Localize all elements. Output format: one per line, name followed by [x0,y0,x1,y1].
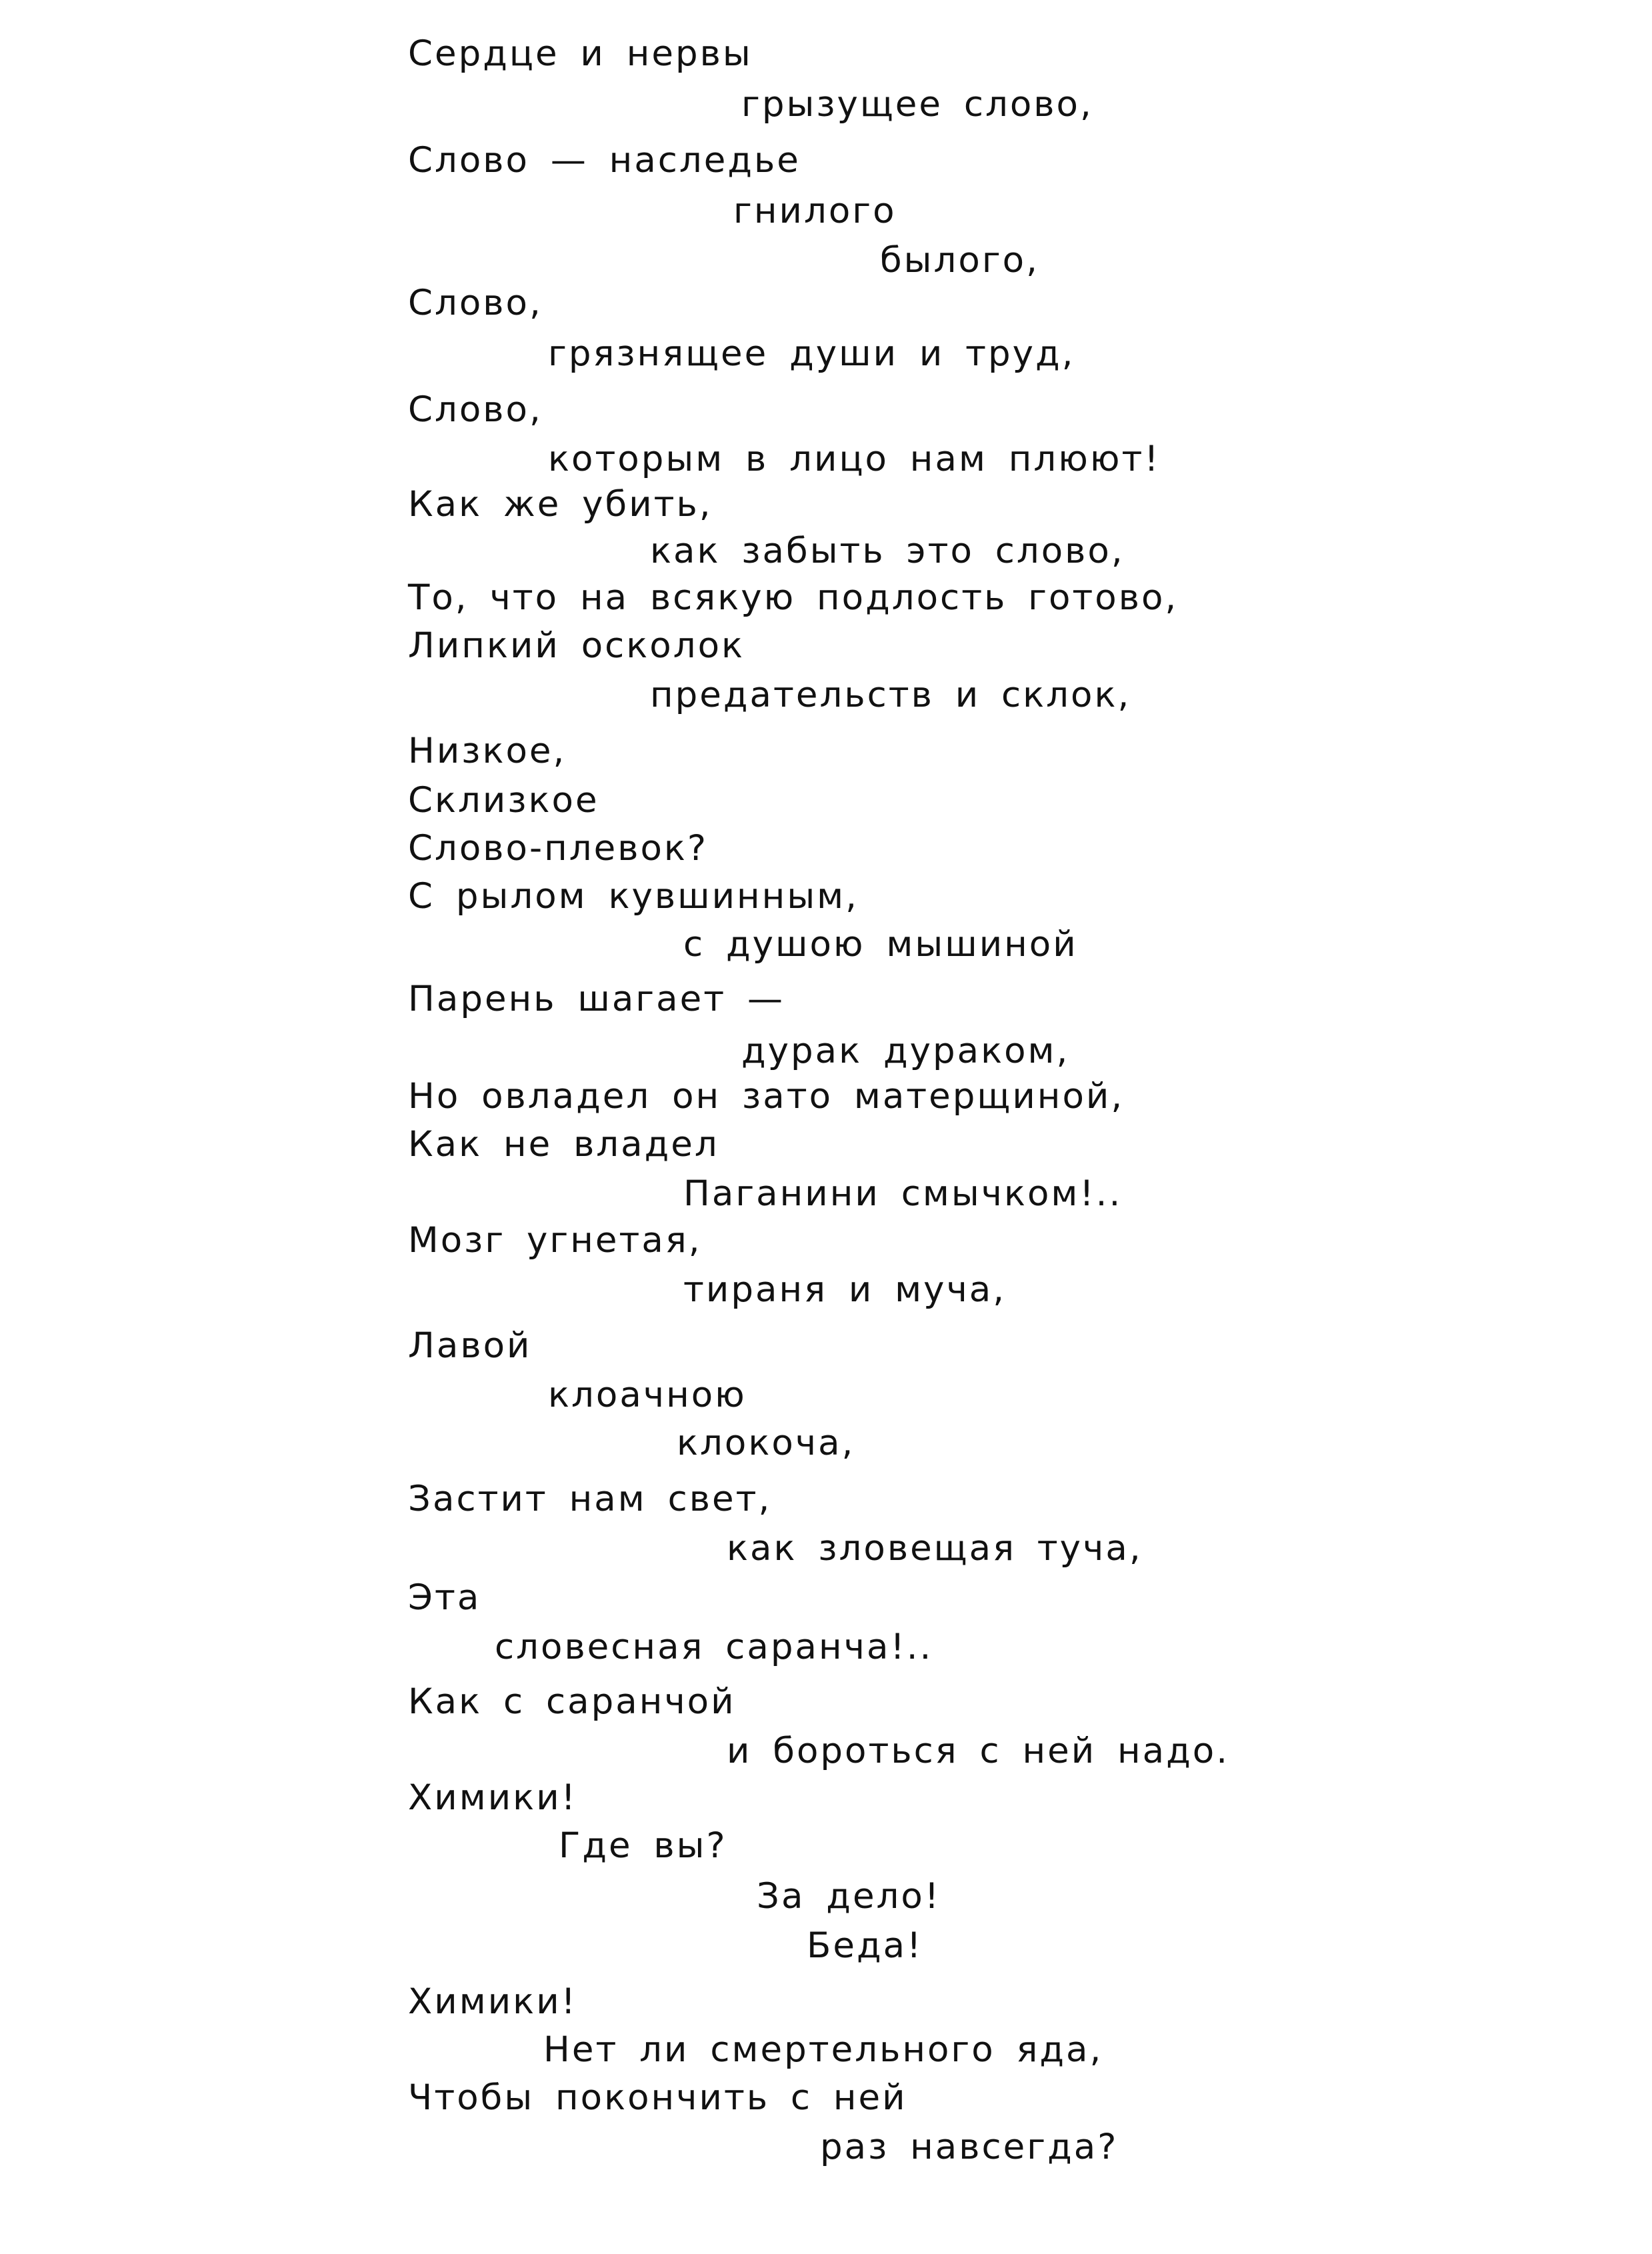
poem-line: дурак дураком, [741,1031,1070,1071]
poem-line: как забыть это слово, [650,531,1125,571]
poem-line: Липкий осколок [408,625,745,666]
poem-line: раз навсегда? [820,2127,1119,2167]
poem-line: Где вы? [559,1825,727,1866]
poem-line: как зловещая туча, [727,1528,1143,1569]
poem-line: грызущее слово, [741,84,1093,125]
poem-line: Как не владел [408,1124,719,1165]
poem-line: Как с саранчой [408,1681,736,1722]
poem-line: Застит нам свет, [408,1479,772,1519]
poem-line: Склизкое [408,780,599,821]
poem-line: гнилого [733,191,897,231]
poem-line: Слово — наследье [408,140,801,181]
poem-line: Паганини смычком!.. [683,1173,1123,1214]
poem-line: Парень шагает — [408,979,785,1019]
poem-line: Сердце и нервы [408,33,753,74]
poem-line: То, что на всякую подлость готово, [408,577,1179,618]
poem-line: Эта [408,1577,481,1618]
poem-line: клокоча, [677,1423,855,1463]
poem-line: Как же убить, [408,484,713,525]
poem-line: Слово-плевок? [408,828,709,869]
poem-line: Но овладел он зато матерщиной, [408,1076,1125,1117]
poem-line: Нет ли смертельного яда, [543,2029,1103,2070]
poem-line: предательств и склок, [650,675,1131,715]
poem-line: с душою мышиной [683,924,1078,965]
poem-line: Химики! [408,1981,577,2022]
poem-line: Лавой [408,1325,532,1366]
poem-line: За дело! [757,1876,941,1917]
poem-line: тираня и муча, [683,1269,1007,1310]
poem-line: Беда! [807,1925,923,1966]
poem-line: Чтобы покончить с ней [408,2077,907,2118]
poem-line: словесная саранча!.. [495,1627,933,1667]
poem-line: грязнящее души и труд, [548,333,1075,374]
poem-line: былого, [880,240,1039,281]
poem-line: клоачною [548,1375,747,1415]
poem-line: Химики! [408,1777,577,1818]
poem-line: Низкое, [408,731,567,771]
poem-line: и бороться с ней надо. [727,1731,1230,1771]
poem-line: Слово, [408,389,543,430]
poem-line: Мозг угнетая, [408,1220,702,1261]
poem-line: Слово, [408,283,543,323]
poem-line: С рылом кувшинным, [408,876,859,917]
poem-line: которым в лицо нам плюют! [548,439,1161,479]
